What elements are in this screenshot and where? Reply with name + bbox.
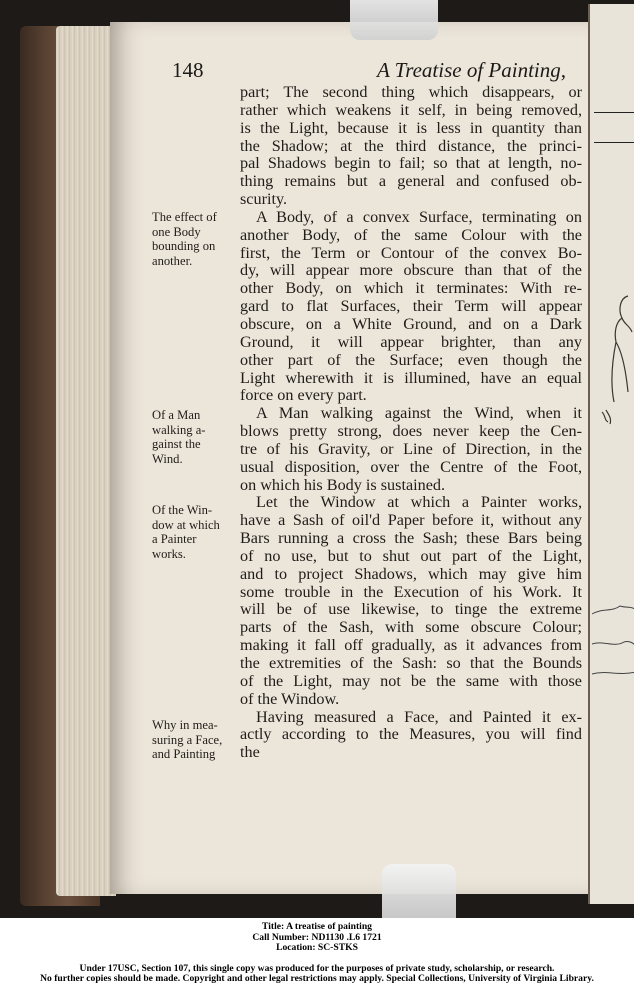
text-line: gard to flat Surfaces, their Term will appear: [240, 297, 582, 316]
text-line: thing remains but a general and confused ob-: [240, 172, 582, 191]
margin-note-line: Wind.: [152, 451, 183, 466]
margin-note-line: dow at which: [152, 517, 220, 532]
catchword: the: [240, 743, 260, 762]
text-line: is the Light, because it is less in quantity than: [240, 118, 582, 137]
text-line: actly according to the Measures, you will find: [240, 725, 582, 744]
text-line: other part of the Surface; even though the: [240, 350, 582, 369]
text-line: Let the Window at which a Painter works,: [256, 493, 582, 512]
text-line: parts of the Sash, with some obscure Colour;: [240, 618, 582, 637]
bottom-clip: [382, 864, 456, 918]
text-line: force on every part.: [240, 386, 367, 405]
text-line: will be of use likewise, to tinge the extreme: [240, 600, 582, 619]
margin-note-window: [152, 503, 240, 561]
text-line: the Shadow; at the third distance, the princi-: [240, 136, 582, 155]
copyright-notice-1: Under 17USC, Section 107, this single copy was produced for the purposes of private study, scholarship, or research.: [79, 962, 555, 974]
text-line: A Man walking against the Wind, when it: [256, 404, 582, 423]
top-clip: [350, 0, 438, 40]
catalog-location: Location: SC-STKS: [276, 942, 358, 953]
text-line: other Body, on which it terminates: With re-: [240, 279, 582, 298]
text-line: another Body, of the same Colour with the: [240, 225, 582, 244]
text-line: have a Sash of oil'd Paper before it, without any: [240, 511, 582, 530]
margin-note-line: a Painter: [152, 532, 197, 547]
body-text: [240, 84, 582, 762]
paragraph-1: [240, 84, 582, 209]
paragraph-5: [240, 709, 582, 763]
text-line: Having measured a Face, and Painted it ex-: [256, 707, 582, 726]
page-edges: [56, 26, 116, 896]
copyright-notice-2: No further copies should be made. Copyright and other legal restrictions may apply. Special Collections, University of Virginia Library.: [40, 973, 594, 984]
text-line: tre of his Gravity, or Line of Direction, in the: [240, 439, 582, 458]
text-line: blows pretty strong, does never keep the Cen-: [240, 422, 582, 441]
margin-note-line: bounding on: [152, 239, 216, 254]
text-line: obscure, on a White Ground, and on a Dark: [240, 314, 582, 333]
running-title: A Treatise of Painting,: [376, 58, 566, 82]
margin-note-line: another.: [152, 253, 193, 268]
text-line: A Body, of a convex Surface, terminating on: [256, 207, 582, 226]
text-line: pal Shadows begin to fail; so that at length, no-: [240, 154, 582, 173]
margin-note-line: Why in mea-: [152, 718, 218, 732]
margin-note-line: The effect of: [152, 210, 217, 224]
margin-note-body-bounding: [152, 210, 240, 268]
margin-note-line: Of a Man: [152, 408, 201, 422]
text-line: the extremities of the Sash: so that the Bounds: [240, 654, 582, 672]
text-line: Bars running a cross the Sash; these Bars being: [240, 529, 582, 548]
text-line: of no use, but to shut out part of the Light,: [240, 546, 582, 565]
text-line: part; The second thing which disappears, or: [240, 83, 582, 101]
text-line: some trouble in the Execution of his Work. It: [240, 582, 582, 601]
text-line: and to project Shadows, which may give him: [240, 564, 582, 583]
engraving-figure: [598, 292, 634, 452]
text-line: of the Light, may not be the same with those: [240, 671, 582, 690]
text-line: dy, will appear more obscure than that of the: [240, 261, 582, 280]
text-line: of the Window.: [240, 689, 340, 708]
catalog-call-number: Call Number: ND1130 .L6 1721: [252, 931, 382, 943]
paragraph-4: [240, 494, 582, 708]
text-line: rather which weakens it self, in being removed,: [240, 100, 582, 119]
page-number: 148: [172, 58, 204, 82]
margin-note-line: Of the Win-: [152, 503, 213, 517]
margin-note-line: gainst the: [152, 437, 201, 452]
margin-note-man-walking: [152, 408, 240, 466]
text-line: Ground, it will appear brighter, than any: [240, 332, 582, 351]
text-line: usual disposition, over the Centre of the Foot,: [240, 457, 582, 476]
catalog-title: Title: A treatise of painting: [262, 921, 372, 932]
paragraph-2: [240, 209, 582, 405]
text-line: first, the Term or Contour of the convex Bo-: [240, 243, 582, 262]
text-line: Light wherewith it is illumined, have an equal: [240, 368, 582, 387]
margin-note-line: suring a Face,: [152, 732, 223, 747]
text-line: scurity.: [240, 190, 288, 209]
catalog-footer: [0, 922, 634, 985]
margin-note-line: and Painting: [152, 747, 216, 762]
paragraph-3: [240, 405, 582, 494]
text-line: making it fall off gradually, as it advances from: [240, 636, 582, 655]
engraving-landscape: [590, 604, 634, 694]
margin-note-line: walking a-: [152, 422, 206, 437]
margin-note-line: one Body: [152, 224, 201, 239]
facing-page: [588, 4, 634, 904]
text-line: on which his Body is sustained.: [240, 475, 446, 494]
margin-note-measuring-face: [152, 718, 240, 762]
margin-note-line: works.: [152, 546, 186, 561]
